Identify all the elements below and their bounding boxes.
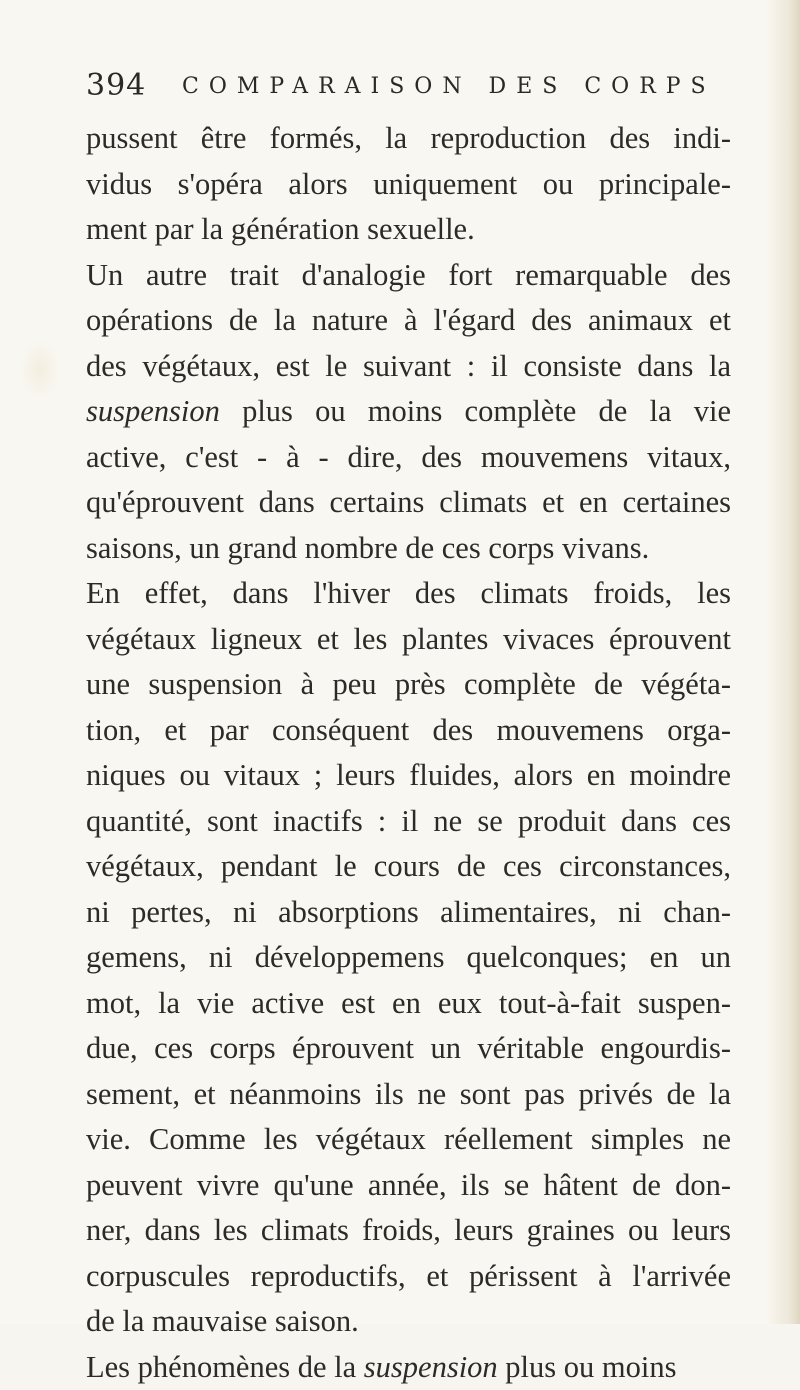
text-line: pussent être formés, la reproduction des indi- — [86, 116, 731, 162]
line-text-after: plus ou moins complète de la vie — [220, 394, 731, 428]
text-line: ner, dans les climats froids, leurs graines ou leurs — [86, 1208, 731, 1254]
paper-stain — [20, 340, 60, 400]
running-title: COMPARAISON DES CORPS — [182, 74, 716, 99]
italic-term: suspension — [364, 1350, 498, 1384]
text-line: sement, et néanmoins ils ne sont pas privés de la — [86, 1072, 731, 1118]
text-line: vie. Comme les végétaux réellement simples ne — [86, 1117, 731, 1163]
text-line: ni pertes, ni absorptions alimentaires, ni chan- — [86, 890, 731, 936]
paragraph-start-line: Un autre trait d'analogie fort remarquable des — [86, 253, 731, 299]
text-line: gemens, ni développemens quelconques; en un — [86, 935, 731, 981]
text-line: ment par la génération sexuelle. — [86, 207, 731, 253]
text-line: végétaux ligneux et les plantes vivaces éprouvent — [86, 617, 731, 663]
text-line: qu'éprouvent dans certains climats et en certaines — [86, 480, 731, 526]
text-line: de la mauvaise saison. — [86, 1299, 731, 1345]
body-text — [86, 116, 731, 1390]
text-line: niques ou vitaux ; leurs fluides, alors en moindre — [86, 753, 731, 799]
line-text-after: plus ou moins — [498, 1350, 677, 1384]
text-line — [86, 389, 731, 435]
page-number: 394 — [86, 68, 146, 103]
running-head — [86, 64, 726, 112]
text-line: saisons, un grand nombre de ces corps vivans. — [86, 526, 731, 572]
text-line: active, c'est - à - dire, des mouvemens vitaux, — [86, 435, 731, 481]
text-line: une suspension à peu près complète de végéta- — [86, 662, 731, 708]
text-line: corpuscules reproductifs, et périssent à l'arrivée — [86, 1254, 731, 1300]
text-line: opérations de la nature à l'égard des animaux et — [86, 298, 731, 344]
text-line: vidus s'opéra alors uniquement ou principale- — [86, 162, 731, 208]
text-line: végétaux, pendant le cours de ces circonstances, — [86, 844, 731, 890]
italic-term: suspension — [86, 394, 220, 428]
text-line: mot, la vie active est en eux tout-à-fait suspen- — [86, 981, 731, 1027]
paragraph-start-line: En effet, dans l'hiver des climats froids, les — [86, 571, 731, 617]
paragraph-start-line — [86, 1345, 731, 1390]
text-line: tion, et par conséquent des mouvemens orga- — [86, 708, 731, 754]
text-line: due, ces corps éprouvent un véritable engourdis- — [86, 1026, 731, 1072]
page-edge-shadow — [766, 0, 800, 1324]
text-line: des végétaux, est le suivant : il consiste dans la — [86, 344, 731, 390]
text-line: quantité, sont inactifs : il ne se produit dans ces — [86, 799, 731, 845]
text-line: peuvent vivre qu'une année, ils se hâtent de don- — [86, 1163, 731, 1209]
line-text-before: Les phénomènes de la — [86, 1350, 364, 1384]
